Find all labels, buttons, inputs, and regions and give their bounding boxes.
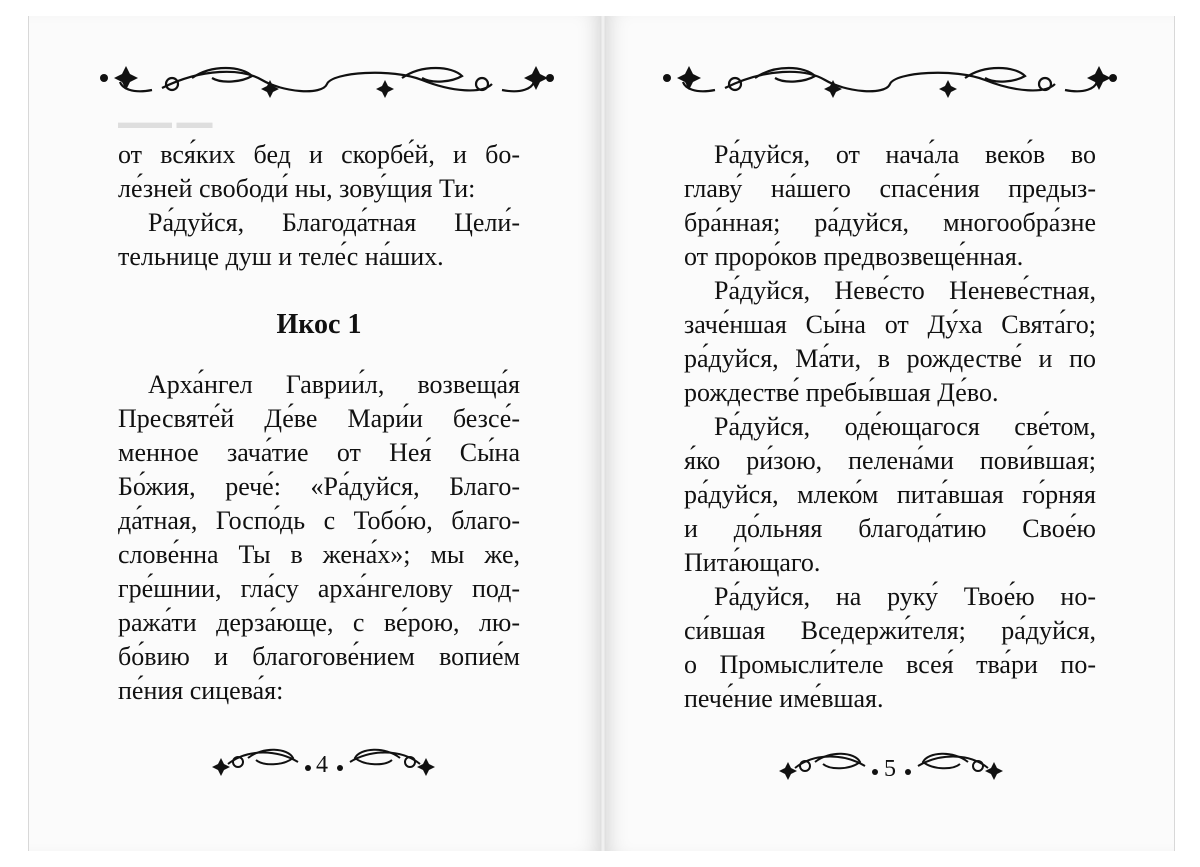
text-line: гре́шнии, гла́су арха́нгелову под- [118, 574, 520, 603]
text-line: бо́вию и благогове́нием вопие́м [118, 642, 520, 671]
text-line: Ра́дуйся, Неве́сто Неневе́стная, [714, 276, 1096, 305]
text-line: ра́дуйся, млеко́м пита́вшая го́рняя [684, 480, 1096, 509]
text-line: пече́ние име́вшая. [684, 684, 884, 713]
left-page-text-block-2 [118, 368, 520, 708]
text-line: Ра́дуйся, оде́ющагося све́том, [714, 412, 1096, 441]
text-line: главу́ на́шего спасе́ния предыз- [684, 174, 1096, 203]
text-line: слове́нна Ты в жена́х»; мы же, [118, 540, 520, 569]
show-through-text: ▬▬ ▬▬▬ [118, 112, 213, 132]
text-line: Ра́дуйся, на руку́ Твое́ю но- [714, 582, 1096, 611]
text-line: о Промысли́теле всея́ тва́ри по- [684, 650, 1096, 679]
text-line: бра́нная; ра́дуйся, многообра́зне [684, 208, 1096, 237]
floral-ornament-bottom-left-2-icon [335, 742, 440, 782]
page-number-right: 5 [884, 756, 896, 782]
text-line: ража́ти дерза́юще, с ве́рою, лю- [118, 608, 520, 637]
text-line: рождестве́ пребы́вшая Де́во. [684, 378, 999, 407]
page-number-left: 4 [316, 752, 328, 778]
book-gutter [600, 16, 606, 851]
text-line: си́вшая Вседержи́теля; ра́дуйся, [684, 616, 1096, 645]
text-line: да́тная, Госпо́дь с Тобо́ю, благо- [118, 506, 520, 535]
text-line: Ра́дуйся, от нача́ла веко́в во [714, 140, 1096, 169]
left-page-text-block [118, 138, 520, 274]
text-line: Арха́нгел Гаврии́л, возвеща́я [148, 370, 520, 399]
text-line: тельнице душ и теле́с на́ших. [118, 242, 444, 271]
text-line: Пита́ющаго. [684, 548, 821, 577]
text-line: я́ко ри́зою, пелена́ми пови́вшая; [684, 446, 1096, 475]
text-line: ра́дуйся, Ма́ти, в рождестве́ и по [684, 344, 1096, 373]
floral-ornament-top-left-icon [92, 58, 562, 100]
text-line: и до́льняя благода́тию Свое́ю [684, 514, 1096, 543]
text-line: Бо́жия, рече́: «Ра́дуйся, Благо- [118, 472, 520, 501]
text-line: ле́зней свободи́ ны, зову́щия Ти: [118, 174, 476, 203]
floral-ornament-bottom-right-2-icon [903, 746, 1008, 786]
text-line: менное зача́тие от Нея́ Сы́на [118, 438, 520, 467]
text-line: от проро́ков предвозвеще́нная. [684, 242, 1024, 271]
text-line: Пресвяте́й Де́ве Мари́и безсе́- [118, 404, 520, 433]
section-heading: Икос 1 [276, 309, 362, 340]
right-page-text-block [684, 138, 1096, 716]
text-line: пе́ния сицева́я: [118, 676, 284, 705]
floral-ornament-bottom-right-icon [775, 746, 880, 786]
text-line: Ра́дуйся, Благода́тная Цели́- [148, 208, 520, 237]
text-line: заче́ншая Сы́на от Ду́ха Свята́го; [684, 310, 1096, 339]
text-line: от вся́ких бед и скорбе́й, и бо- [118, 140, 520, 169]
floral-ornament-top-right-icon [655, 58, 1125, 100]
floral-ornament-bottom-left-icon [208, 742, 313, 782]
